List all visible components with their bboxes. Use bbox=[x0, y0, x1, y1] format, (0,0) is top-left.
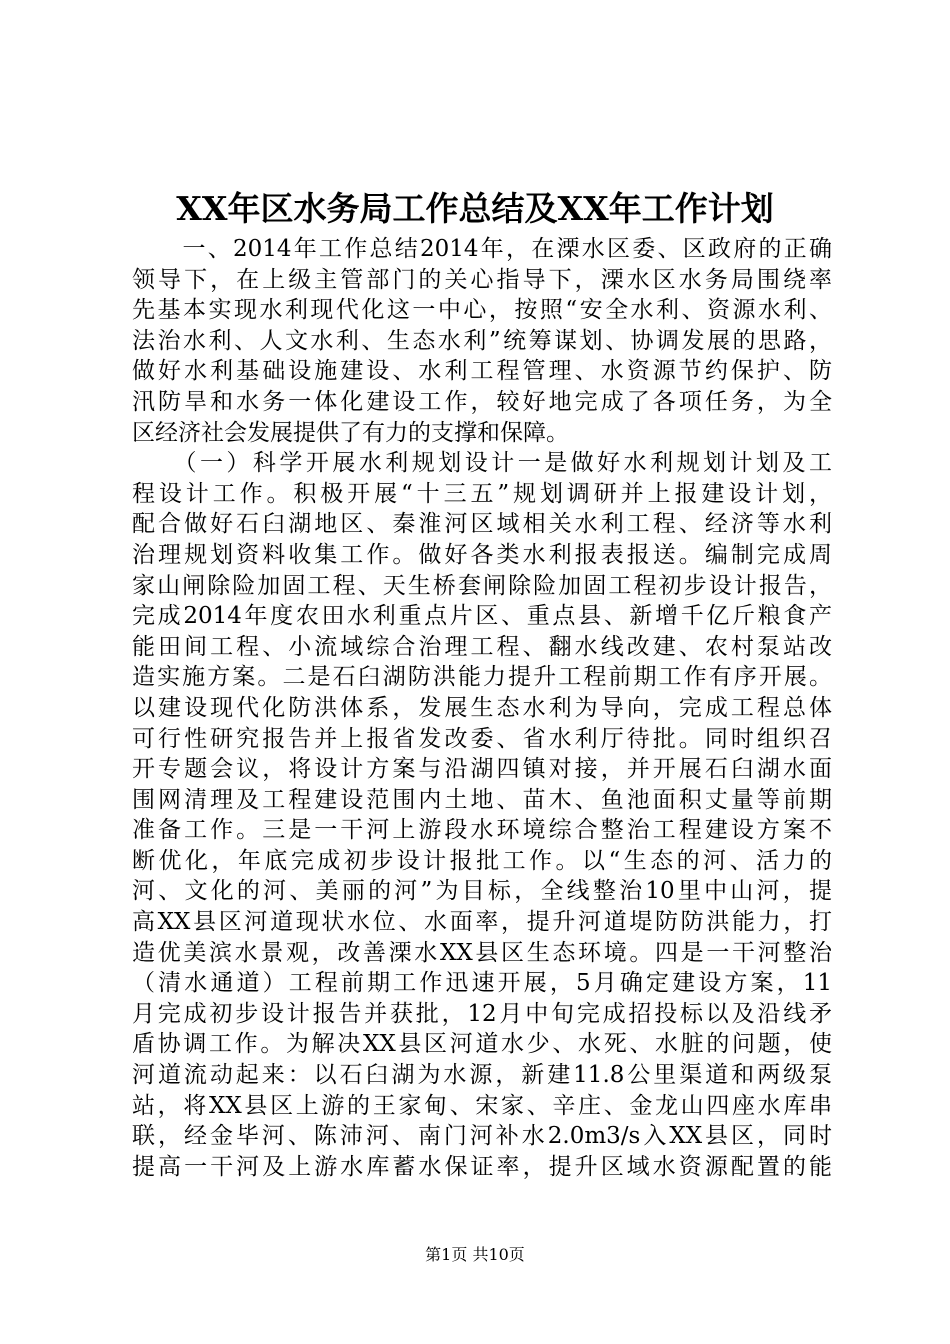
body-line: 能田间工程、小流域综合治理工程、翻水线改建、农村泵站改 bbox=[132, 633, 832, 660]
body-line: 程设计工作。积极开展“十三五”规划调研并上报建设计划， bbox=[132, 480, 832, 507]
body-line: 站，将XX县区上游的王家甸、宋家、辛庄、金龙山四座水库串 bbox=[132, 1092, 832, 1119]
body-line: 区经济社会发展提供了有力的支撑和保障。 bbox=[132, 419, 569, 446]
body-line: 可行性研究报告并上报省发改委、省水利厅待批。同时组织召 bbox=[132, 725, 832, 752]
body-line: 高XX县区河道现状水位、水面率，提升河道堤防防洪能力，打 bbox=[132, 909, 832, 936]
body-line: 开专题会议，将设计方案与沿湖四镇对接，并开展石臼湖水面 bbox=[132, 756, 832, 783]
body-line: 一、2014年工作总结2014年，在溧水区委、区政府的正确 bbox=[132, 236, 832, 262]
body-line: 领导下，在上级主管部门的关心指导下，溧水区水务局围绕率 bbox=[132, 266, 832, 293]
body-line: 月完成初步设计报告并获批，12月中旬完成招投标以及沿线矛 bbox=[132, 1000, 832, 1027]
body-line: 准备工作。三是一干河上游段水环境综合整治工程建设方案不 bbox=[132, 817, 832, 844]
body-line: 先基本实现水利现代化这一中心，按照“安全水利、资源水利、 bbox=[132, 297, 832, 324]
body-line: 法治水利、人文水利、生态水利”统筹谋划、协调发展的思路， bbox=[132, 327, 832, 354]
body-line: 完成2014年度农田水利重点片区、重点县、新增千亿斤粮食产 bbox=[132, 603, 832, 630]
body-line: 断优化，年底完成初步设计报批工作。以“生态的河、活力的 bbox=[132, 847, 832, 874]
body-line: （一）科学开展水利规划设计一是做好水利规划计划及工 bbox=[132, 450, 832, 477]
body-line: （清水通道）工程前期工作迅速开展，5月确定建设方案，11 bbox=[132, 970, 832, 997]
body-line: 河道流动起来：以石臼湖为水源，新建11.8公里渠道和两级泵 bbox=[132, 1062, 832, 1089]
body-line: 河、文化的河、美丽的河”为目标，全线整治10里中山河，提 bbox=[132, 878, 832, 905]
body-line: 治理规划资料收集工作。做好各类水利报表报送。编制完成周 bbox=[132, 541, 832, 568]
body-line: 盾协调工作。为解决XX县区河道水少、水死、水脏的问题，使 bbox=[132, 1031, 832, 1058]
body-line: 联，经金毕河、陈沛河、南门河补水2.0m3/s入XX县区，同时 bbox=[132, 1123, 832, 1150]
body-line: 造优美滨水景观，改善溧水XX县区生态环境。四是一干河整治 bbox=[132, 939, 832, 966]
body-line: 家山闸除险加固工程、天生桥套闸除险加固工程初步设计报告， bbox=[132, 572, 832, 599]
body-line: 做好水利基础设施建设、水利工程管理、水资源节约保护、防 bbox=[132, 358, 832, 385]
document-body bbox=[132, 234, 832, 1182]
body-line: 造实施方案。二是石臼湖防洪能力提升工程前期工作有序开展。 bbox=[132, 664, 832, 691]
body-line: 围网清理及工程建设范围内土地、苗木、鱼池面积丈量等前期 bbox=[132, 786, 832, 813]
body-line: 提高一干河及上游水库蓄水保证率，提升区域水资源配置的能 bbox=[132, 1153, 832, 1180]
document-title: XX年区水务局工作总结及XX年工作计划 bbox=[176, 189, 774, 228]
body-line: 配合做好石臼湖地区、秦淮河区域相关水利工程、经济等水利 bbox=[132, 511, 832, 538]
body-line: 汛防旱和水务一体化建设工作，较好地完成了各项任务，为全 bbox=[132, 388, 832, 415]
page-number-footer: 第1页 共10页 bbox=[425, 1245, 525, 1264]
body-line: 以建设现代化防洪体系，发展生态水利为导向，完成工程总体 bbox=[132, 694, 832, 721]
